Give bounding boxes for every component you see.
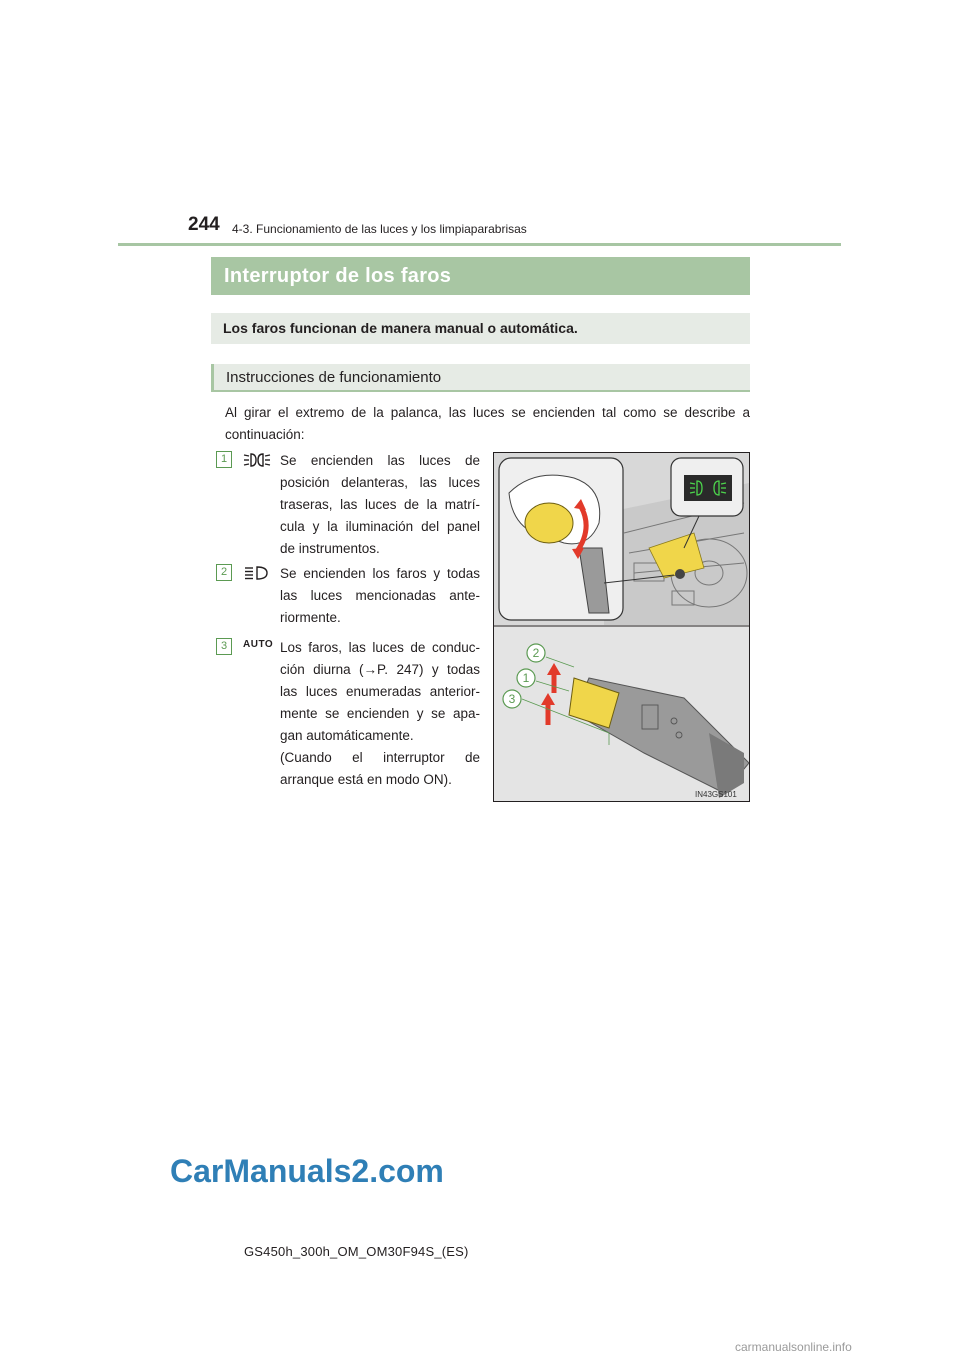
item-number-3: 3 (216, 638, 232, 655)
auto-icon: AUTO (243, 639, 274, 650)
headlight-switch-figure (493, 452, 750, 802)
intro-paragraph: Al girar el extremo de la palanca, las luces se encienden tal como se describe a continuación: (225, 405, 750, 442)
section-title: Interruptor de los faros (211, 257, 750, 295)
item-description-1: Se encienden las luces de posición delanteras, las luces traseras, las luces de la matrí- cula y la iluminación del panel de instrumentos. (280, 453, 480, 556)
item-number-1: 1 (216, 451, 232, 468)
subsection-title: Instrucciones de funcionamiento (211, 364, 750, 392)
item-description-3: Los faros, las luces de conduc- ción diurna (→P. 247) y todas las luces enumeradas anterior- mente se encienden y se apa- gan automáticamente. (Cuando el interruptor de arranque está en modo ON). (280, 640, 480, 787)
watermark-site: carmanualsonline.info (735, 1340, 852, 1354)
item-number-2: 2 (216, 564, 232, 581)
callout-label-3: 3 (508, 692, 516, 706)
watermark-logo: CarManuals2.com (170, 1153, 444, 1189)
figure-code: IN43GS101 (695, 790, 737, 799)
section-summary: Los faros funcionan de manera manual o automática. (211, 313, 750, 344)
callout-label-2: 2 (532, 646, 540, 660)
item-description-2: Se encienden los faros y todas las luces mencionadas ante- riormente. (280, 566, 480, 625)
running-header: 4-3. Funcionamiento de las luces y los limpiaparabrisas (232, 222, 527, 236)
callout-label-1: 1 (522, 671, 530, 685)
figure-illustration (494, 453, 749, 801)
footer-model-code: GS450h_300h_OM_OM30F94S_(ES) (244, 1244, 469, 1259)
page-number: 244 (188, 214, 220, 235)
header-rule (118, 243, 841, 246)
parking-lights-icon (243, 452, 271, 468)
headlight-icon (243, 565, 271, 581)
